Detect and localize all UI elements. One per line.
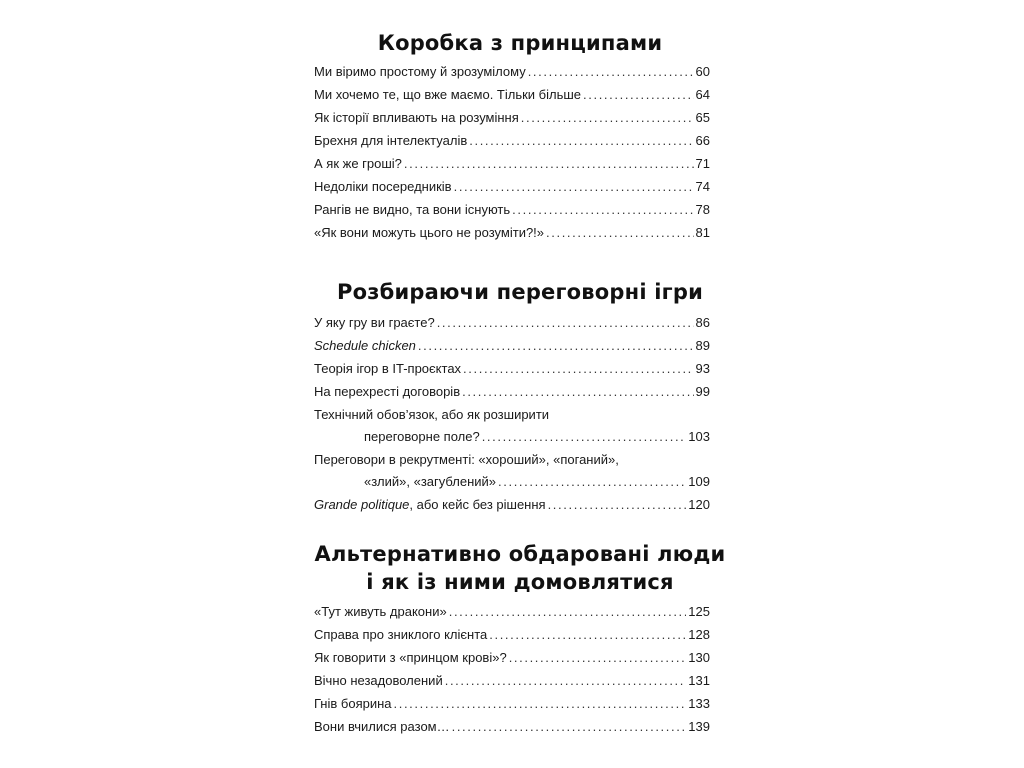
entry-page-number: 89 [695,338,710,353]
entry-label: Рангів не видно, та вони існують [314,202,511,217]
entry-page-number: 130 [688,650,710,665]
toc-entry [314,221,710,244]
entry-label: Ми віримо простому й зрозумілому [314,64,526,79]
dot-leader [482,425,687,448]
toc-entry [314,646,710,669]
entry-label: У яку гру ви граєте? [314,315,435,330]
entry-label [314,493,546,516]
toc-entry-multiline [314,403,710,448]
entry-label: А як же гроші? [314,156,402,171]
entry-page-number: 99 [695,384,710,399]
dot-leader [521,106,694,129]
section-entries [314,600,710,738]
entry-continuation [314,470,710,493]
section-entries [314,60,710,244]
toc-entry [314,600,710,623]
toc-entry [314,152,710,175]
toc-entry [314,311,710,334]
dot-leader [583,83,694,106]
toc-entry [314,357,710,380]
entry-label-italic: Grande politique [314,497,410,512]
entry-page-number: 103 [688,429,710,444]
toc-entry [314,60,710,83]
entry-label: Недоліки посередників [314,179,452,194]
entry-label-line2: переговорне поле? [364,429,480,444]
entry-page-number: 64 [695,87,710,102]
entry-label: «Як вони можуть цього не розуміти?!» [314,225,545,240]
toc-entry-multiline [314,448,710,493]
entry-page-number: 66 [695,133,710,148]
entry-label: Ми хочемо те, що вже маємо. Тільки більше [314,87,582,102]
toc-entry [314,83,710,106]
entry-page-number: 81 [695,225,710,240]
section-title: Розбираючи переговорні ігри [337,280,703,304]
entry-page-number: 74 [695,179,710,194]
dot-leader [463,357,693,380]
entry-page-number: 125 [688,604,710,619]
dot-leader [394,692,687,715]
section-title: Коробка з принципами [377,31,663,55]
entry-label: Теорія ігор в IT-проєктах [314,361,462,376]
dot-leader [452,715,687,738]
toc-entry [314,623,710,646]
entry-page-number: 133 [688,696,710,711]
entry-label: «Тут живуть дракони» [314,604,447,619]
entry-label: Як історії впливають на розуміння [314,110,519,125]
dot-leader [548,493,687,516]
entry-page-number: 109 [688,474,710,489]
toc-entry [314,106,710,129]
section-entries [314,311,710,516]
entry-label: Справа про зниклого клієнта [314,627,488,642]
entry-label: Брехня для інтелектуалів [314,133,468,148]
entry-page-number: 139 [688,719,710,734]
entry-label: Вічно незадоволений [314,673,443,688]
entry-label: Вони вчилися разом… [314,719,450,734]
dot-leader [498,470,686,493]
toc-entry [314,715,710,738]
toc-entry [314,198,710,221]
entry-page-number: 71 [695,156,710,171]
toc-entry [314,380,710,403]
dot-leader [445,669,687,692]
dot-leader [437,311,694,334]
entry-page-number: 78 [695,202,710,217]
dot-leader [489,623,686,646]
toc-entry [314,692,710,715]
toc-entry [314,129,710,152]
dot-leader [528,60,694,83]
dot-leader [546,221,694,244]
entry-page-number: 131 [688,673,710,688]
entry-label: Як говорити з «принцом крові»? [314,650,507,665]
toc-entry [314,175,710,198]
entry-page-number: 60 [695,64,710,79]
dot-leader [454,175,694,198]
entry-label-line2: «злий», «загублений» [364,474,497,489]
toc-entry [314,334,710,357]
dot-leader [404,152,694,175]
entry-page-number: 93 [695,361,710,376]
entry-label-line1: Переговори в рекрутменті: «хороший», «поганий», [314,452,619,467]
entry-page-number: 128 [688,627,710,642]
entry-label-rest: , або кейс без рішення [409,497,546,512]
dot-leader [449,600,687,623]
toc-entry [314,669,710,692]
entry-label: Schedule chicken [314,338,416,353]
entry-label: Гнів боярина [314,696,392,711]
entry-label: На перехресті договорів [314,384,461,399]
entry-page-number: 86 [695,315,710,330]
entry-page-number: 120 [688,497,710,512]
dot-leader [469,129,693,152]
dot-leader [462,380,693,403]
dot-leader [509,646,687,669]
entry-page-number: 65 [695,110,710,125]
entry-continuation [314,425,710,448]
dot-leader [512,198,693,221]
dot-leader [418,334,694,357]
toc-entry [314,493,710,516]
section-title-line2: і як із ними домовлятися [366,570,674,594]
section-title-line1: Альтернативно обдаровані люди [314,542,726,566]
entry-label-line1: Технічний обов’язок, або як розширити [314,407,550,422]
